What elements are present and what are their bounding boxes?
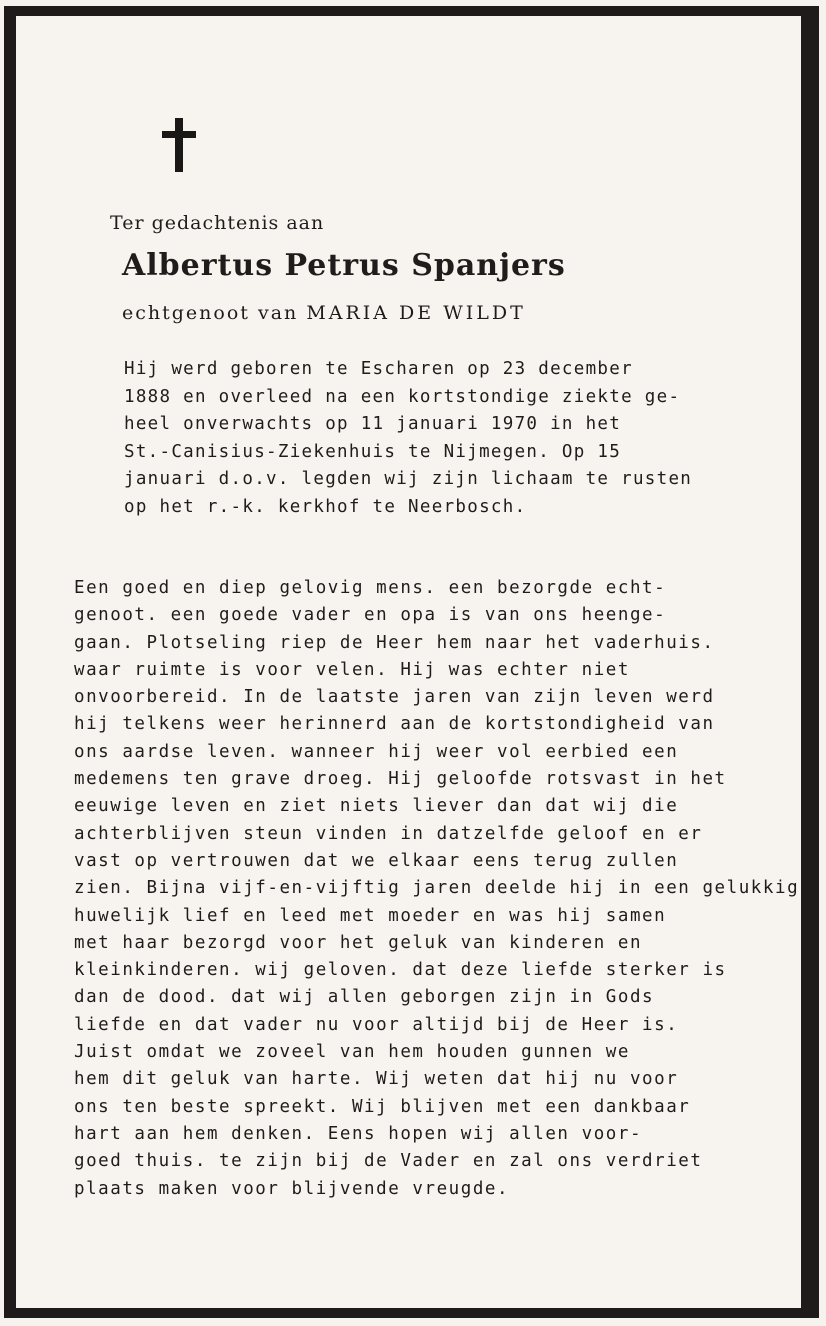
intro-text: Ter gedachtenis aan (110, 212, 325, 234)
eulogy-line: eeuwige leven en ziet niets liever dan dat wij die (74, 796, 679, 817)
bio-line: heel onverwachts op 11 januari 1970 in het (124, 414, 622, 434)
eulogy-line: hart aan hem denken. Eens hopen wij allen voor- (74, 1123, 643, 1144)
bio-line: 1888 en overleed na een kortstondige ziekte ge- (124, 386, 681, 407)
eulogy-line: ons ten beste spreekt. Wij blijven met een dankbaar (74, 1096, 691, 1117)
eulogy-line: ons aardse leven. wanneer hij weer vol eerbied een (74, 741, 679, 762)
eulogy-line: hem dit geluk van harte. Wij weten dat hij nu voor (74, 1069, 679, 1090)
spouse-line (122, 302, 526, 324)
biography-paragraph (124, 356, 724, 521)
deceased-name: Albertus Petrus Spanjers (122, 248, 566, 283)
eulogy-line: huwelijk lief en leed met moeder en was hij samen (74, 905, 667, 926)
bio-line: op het r.-k. kerkhof te Neerbosch. (124, 496, 527, 517)
eulogy-line: kleinkinderen. wij geloven. dat deze liefde sterker is (74, 960, 727, 981)
spouse-prefix: echtgenoot van (122, 302, 299, 324)
bio-line: Hij werd geboren te Escharen op 23 december (124, 359, 633, 379)
eulogy-line: plaats maken voor blijvende vreugde. (74, 1178, 510, 1199)
bio-line: januari d.o.v. legden wij zijn lichaam te rusten (124, 469, 693, 489)
eulogy-paragraph (74, 575, 800, 1203)
eulogy-line: Een goed en diep gelovig mens. een bezorgde echt- (74, 578, 667, 598)
eulogy-line: gaan. Plotseling riep de Heer hem naar het vaderhuis. (74, 632, 715, 653)
bio-line: St.-Canisius-Ziekenhuis te Nijmegen. Op 15 (124, 441, 622, 462)
eulogy-line: hij telkens weer herinnerd aan de kortstondigheid van (74, 714, 715, 735)
eulogy-line: waar ruimte is voor velen. Hij was echter niet (74, 659, 630, 680)
spouse-name: MARIA DE WILDT (306, 302, 526, 324)
cross-icon (162, 118, 196, 172)
eulogy-line: zien. Bijna vijf-en-vijftig jaren deelde hij in een gelukkig (74, 878, 800, 899)
eulogy-line: medemens ten grave droeg. Hij geloofde rotsvast in het (74, 769, 727, 790)
eulogy-line: met haar bezorgd voor het geluk van kinderen en (74, 932, 643, 953)
eulogy-line: genoot. een goede vader en opa is van ons heenge- (74, 605, 667, 626)
eulogy-line: vast op vertrouwen dat we elkaar eens terug zullen (74, 850, 679, 871)
eulogy-line: onvoorbereid. In de laatste jaren van zijn leven werd (74, 687, 715, 708)
eulogy-line: dan de dood. dat wij allen geborgen zijn in Gods (74, 987, 655, 1008)
eulogy-line: achterblijven steun vinden in datzelfde geloof en er (74, 823, 703, 844)
eulogy-line: Juist omdat we zoveel van hem houden gunnen we (74, 1042, 630, 1063)
eulogy-line: liefde en dat vader nu voor altijd bij de Heer is. (74, 1014, 679, 1035)
eulogy-line: goed thuis. te zijn bij de Vader en zal ons verdriet (74, 1151, 703, 1172)
